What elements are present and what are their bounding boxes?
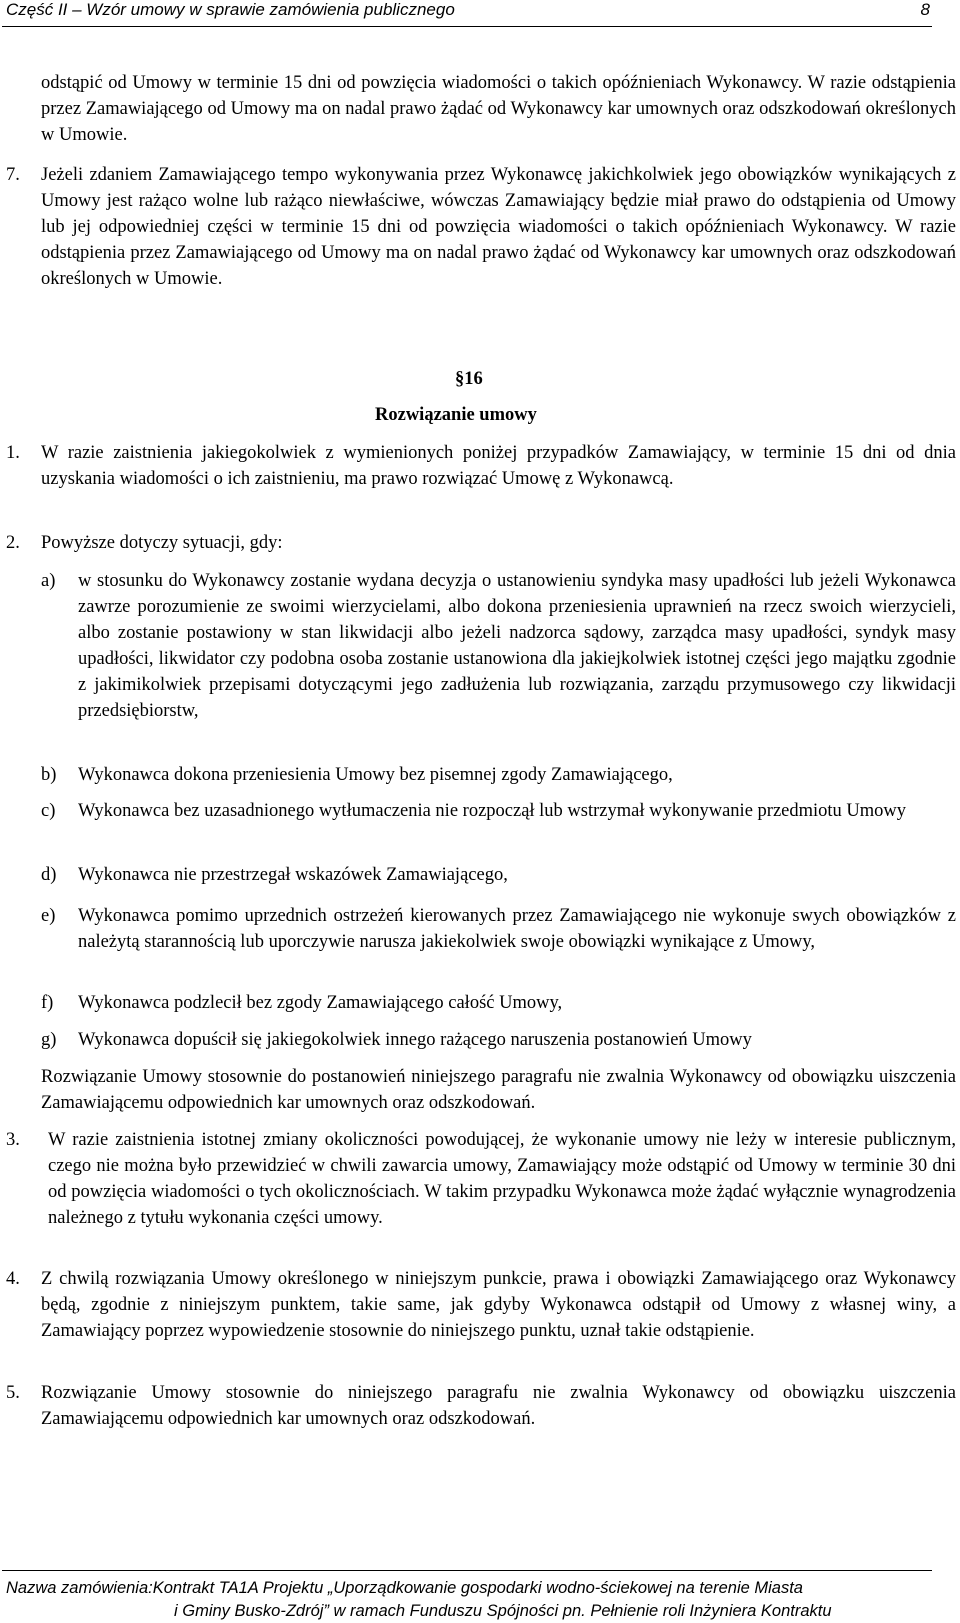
list-item-text: Wykonawca dopuścił się jakiegokolwiek innego rażącego naruszenia postanowień Umowy (78, 1030, 752, 1050)
page-header (2, 0, 932, 27)
footer-line-1: Nazwa zamówienia:Kontrakt TA1A Projektu „Uporządkowanie gospodarki wodno-ściekowej na terenie Miasta (6, 1579, 803, 1597)
page-number: 8 (920, 0, 930, 19)
item-7-text: Jeżeli zdaniem Zamawiającego tempo wykonywania przez Wykonawcę jakichkolwiek jego obowiązków wynikających z Umowy jest rażąco wolne lub rażąco niewłaściwe, wówczas Zamawiający będzie miał prawo do odstąpienia od Umowy lub jej odpowiedniej części w terminie 15 dni od powzięcia wiadomości o takich opóźnieniach Wykonawcy. W razie odstąpienia przez Zamawiającego od Umowy ma on nadal prawo żądać od Wykonawcy kar umownych oraz odszkodowań określonych w Umowie. (41, 165, 956, 289)
paragraph-3-number: 3. (6, 1130, 20, 1150)
list-item-label: g) (41, 1030, 57, 1050)
list-item-text: Wykonawca nie przestrzegał wskazówek Zamawiającego, (78, 865, 508, 885)
paragraph-4-text: Z chwilą rozwiązania Umowy określonego w niniejszym punkcie, prawa i obowiązki Zamawiającego oraz Wykonawcy będą, zgodnie z niniejszym punktem, takie same, jak gdyby Wykonawca odstąpił od Umowy z własnej winy, a Zamawiający poprzez wypowiedzenie stosownie do niniejszego punktu, uznał takie odstąpienie. (41, 1269, 956, 1341)
continuation-paragraph: odstąpić od Umowy w terminie 15 dni od powzięcia wiadomości o takich opóźnieniach Wykonawcy. W razie odstąpienia przez Zamawiającego od Umowy ma on nadal prawo żądać od Wykonawcy kar umownych oraz odszkodowań określonych w Umowie. (41, 73, 956, 145)
list-item-text: w stosunku do Wykonawcy zostanie wydana decyzja o ustanowieniu syndyka masy upadłości lub jeżeli Wykonawca zawrze porozumienie ze swoimi wierzycielami, albo dokona przeniesienia uprawnień na rzecz swoich wierzycieli, albo zostanie postawiony w stan likwidacji albo jeżeli nadzorca sądowy, zarządca masy upadłości, syndyk masy upadłości, likwidator czy podobna osoba zostanie ustanowiona dla jakiejkolwiek istotnej części jego majątku zgodnie z jakimikolwiek przepisami dotyczącymi jego zadłużenia lub rozwiązania, zarządu przymusowego czy likwidacji przedsiębiorstw, (78, 571, 956, 721)
paragraph-5-text: Rozwiązanie Umowy stosownie do niniejszego paragrafu nie zwalnia Wykonawcy od obowiązku uiszczenia Zamawiającemu odpowiednich kar umownych oraz odszkodowań. (41, 1383, 956, 1429)
list-item-text: Wykonawca pomimo uprzednich ostrzeżeń kierowanych przez Zamawiającego nie wykonuje swych obowiązków z należytą starannością lub uporczywie narusza jakiekolwiek swoje obowiązki wynikające z Umowy, (78, 906, 956, 952)
paragraph-1-number: 1. (6, 443, 20, 463)
paragraph-5-number: 5. (6, 1383, 20, 1403)
list-item-text: Wykonawca dokona przeniesienia Umowy bez pisemnej zgody Zamawiającego, (78, 765, 673, 785)
paragraph-4-number: 4. (6, 1269, 20, 1289)
section-title: Rozwiązanie umowy (375, 405, 537, 425)
list-item-label: d) (41, 865, 57, 885)
list-item-text: Wykonawca bez uzasadnionego wytłumaczenia nie rozpoczął lub wstrzymał wykonywanie przedmiotu Umowy (78, 801, 907, 821)
page-footer (2, 1570, 932, 1620)
item-7-number: 7. (6, 165, 20, 185)
section-symbol: §16 (455, 369, 483, 389)
list-item-text: Wykonawca podzlecił bez zgody Zamawiającego całość Umowy, (78, 993, 563, 1013)
list-item-label: e) (41, 906, 56, 926)
list-item-label: c) (41, 801, 56, 821)
document-title: Część II – Wzór umowy w sprawie zamówienia publicznego (6, 0, 455, 19)
paragraph-2-number: 2. (6, 533, 20, 553)
paragraph-3-text: W razie zaistnienia istotnej zmiany okoliczności powodującej, że wykonanie umowy nie leży w interesie publicznym, czego nie można było przewidzieć w chwili zawarcia umowy, Zamawiający może odstąpić od Umowy w terminie 30 dni od powzięcia wiadomości o tych okolicznościach. W takim przypadku Wykonawca może żądać wyłącznie wynagrodzenia należnego z tytułu wykonania części umowy. (48, 1130, 956, 1228)
list-item-label: f) (41, 993, 54, 1013)
paragraph-1-text: W razie zaistnienia jakiegokolwiek z wymienionych poniżej przypadków Zamawiający, w terminie 15 dni od dnia uzyskania wiadomości o ich zaistnieniu, ma prawo rozwiązać Umowę z Wykonawcą. (41, 443, 956, 489)
paragraph-2-closing: Rozwiązanie Umowy stosownie do postanowień niniejszego paragrafu nie zwalnia Wykonawcy od obowiązku uiszczenia Zamawiającemu odpowiednich kar umownych oraz odszkodowań. (41, 1067, 956, 1113)
list-item-label: a) (41, 571, 56, 591)
paragraph-2-text: Powyższe dotyczy sytuacji, gdy: (41, 533, 283, 553)
list-item-label: b) (41, 765, 57, 785)
footer-line-2: i Gminy Busko-Zdrój” w ramach Funduszu Spójności pn. Pełnienie roli Inżyniera Kontraktu (174, 1602, 832, 1620)
